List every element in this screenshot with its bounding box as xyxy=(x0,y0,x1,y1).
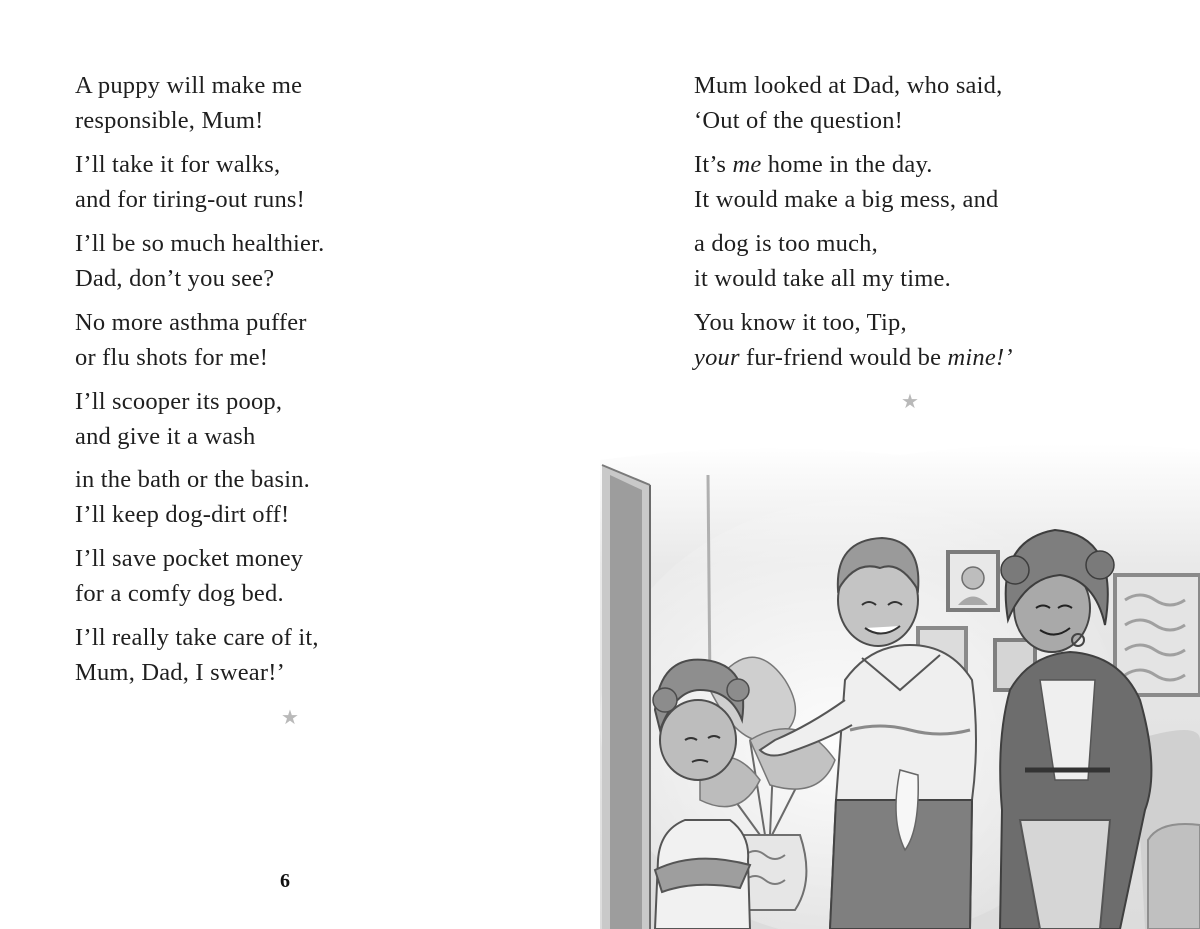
verse-line: a dog is too much, xyxy=(694,230,878,257)
verse-line: I’ll take it for walks, xyxy=(75,151,281,178)
verse-line: Mum looked at Dad, who said, xyxy=(694,72,1003,99)
stanza xyxy=(75,541,303,611)
verse-line: It would make a big mess, and xyxy=(694,186,999,213)
emphasis: your xyxy=(694,344,740,371)
stanza xyxy=(75,147,305,217)
verse-line: or flu shots for me! xyxy=(75,344,269,371)
stanza xyxy=(694,305,1013,375)
family-illustration xyxy=(600,440,1200,929)
stanza xyxy=(75,305,307,375)
stanza xyxy=(75,620,319,690)
verse-line: in the bath or the basin. xyxy=(75,466,310,493)
verse-line: and give it a wash xyxy=(75,423,256,450)
stanza xyxy=(694,68,1002,138)
stanza xyxy=(694,147,999,217)
verse-line: No more asthma puffer xyxy=(75,309,307,336)
verse-line: A puppy will make me xyxy=(75,72,303,99)
verse-line: for a comfy dog bed. xyxy=(75,580,284,607)
right-page xyxy=(600,0,1200,929)
verse-line: your fur-friend would be mine!’ xyxy=(694,344,1013,371)
verse-line: and for tiring-out runs! xyxy=(75,186,306,213)
verse-line: Dad, don’t you see? xyxy=(75,265,275,292)
verse-line: I’ll really take care of it, xyxy=(75,624,319,651)
verse-line: ‘Out of the question! xyxy=(694,107,904,134)
verse-line: I’ll scooper its poop, xyxy=(75,388,283,415)
page-number: 6 xyxy=(280,870,290,892)
stanza xyxy=(75,462,310,532)
star-divider-icon: ★ xyxy=(901,389,919,413)
star-divider-icon: ★ xyxy=(281,705,299,729)
stanza xyxy=(75,384,282,454)
verse-line: I’ll be so much healthier. xyxy=(75,230,325,257)
verse-line: You know it too, Tip, xyxy=(694,309,907,336)
stanza xyxy=(75,68,302,138)
verse-line: I’ll save pocket money xyxy=(75,545,304,572)
verse-line: I’ll keep dog-dirt off! xyxy=(75,501,290,528)
emphasis: mine!’ xyxy=(947,344,1013,371)
stanza xyxy=(694,226,951,296)
verse-line: responsible, Mum! xyxy=(75,107,264,134)
verse-line: It’s me home in the day. xyxy=(694,151,933,178)
stanza xyxy=(75,226,324,296)
emphasis: me xyxy=(732,151,762,178)
verse-line: Mum, Dad, I swear!’ xyxy=(75,659,285,686)
verse-line: it would take all my time. xyxy=(694,265,951,292)
